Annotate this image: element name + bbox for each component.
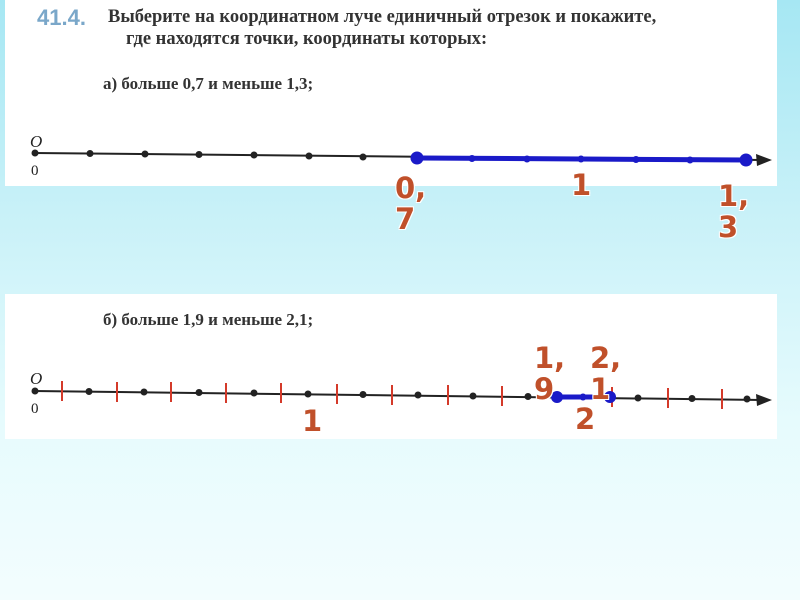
tick-point [360, 391, 367, 398]
tick-point [196, 389, 203, 396]
origin-letter-b: O [30, 369, 43, 388]
tick-point [744, 396, 751, 403]
tick-point [141, 389, 148, 396]
axis-arrow-b [756, 394, 772, 406]
annotation-mid-b: 2 [575, 402, 596, 436]
problem-text-line-1: Выберите на координатном луче единичный отрезок и покажите, [108, 7, 657, 27]
tick-point [86, 388, 93, 395]
tick-point [635, 395, 642, 402]
zero-label-a: 0 [31, 163, 39, 179]
annotation-start-a: 0, 7 [395, 171, 427, 236]
part-b-condition: б) больше 1,9 и меньше 2,1; [103, 310, 314, 329]
tick-point [470, 393, 477, 400]
annotation-end-a: 1, 3 [718, 179, 750, 244]
annotation-start-b: 1, 9 [534, 341, 566, 406]
problem-number: 41.4. [37, 5, 86, 30]
problem-text-line-2: где находятся точки, координаты которых: [126, 29, 488, 49]
part-a-condition: а) больше 0,7 и меньше 1,3; [103, 74, 314, 93]
tick-point [689, 395, 696, 402]
annotation-end-b: 2, 1 [590, 341, 622, 406]
tick-point [580, 394, 587, 401]
tick-point [415, 392, 422, 399]
tick-point [305, 391, 312, 398]
tick-point [251, 390, 258, 397]
tick-point [525, 393, 532, 400]
zero-label-b: 0 [31, 401, 39, 417]
red-tick-marks-b [62, 381, 722, 409]
annotation-unit-b: 1 [302, 404, 323, 438]
annotation-unit-a: 1 [571, 168, 592, 202]
origin-letter-a: O [30, 132, 43, 151]
